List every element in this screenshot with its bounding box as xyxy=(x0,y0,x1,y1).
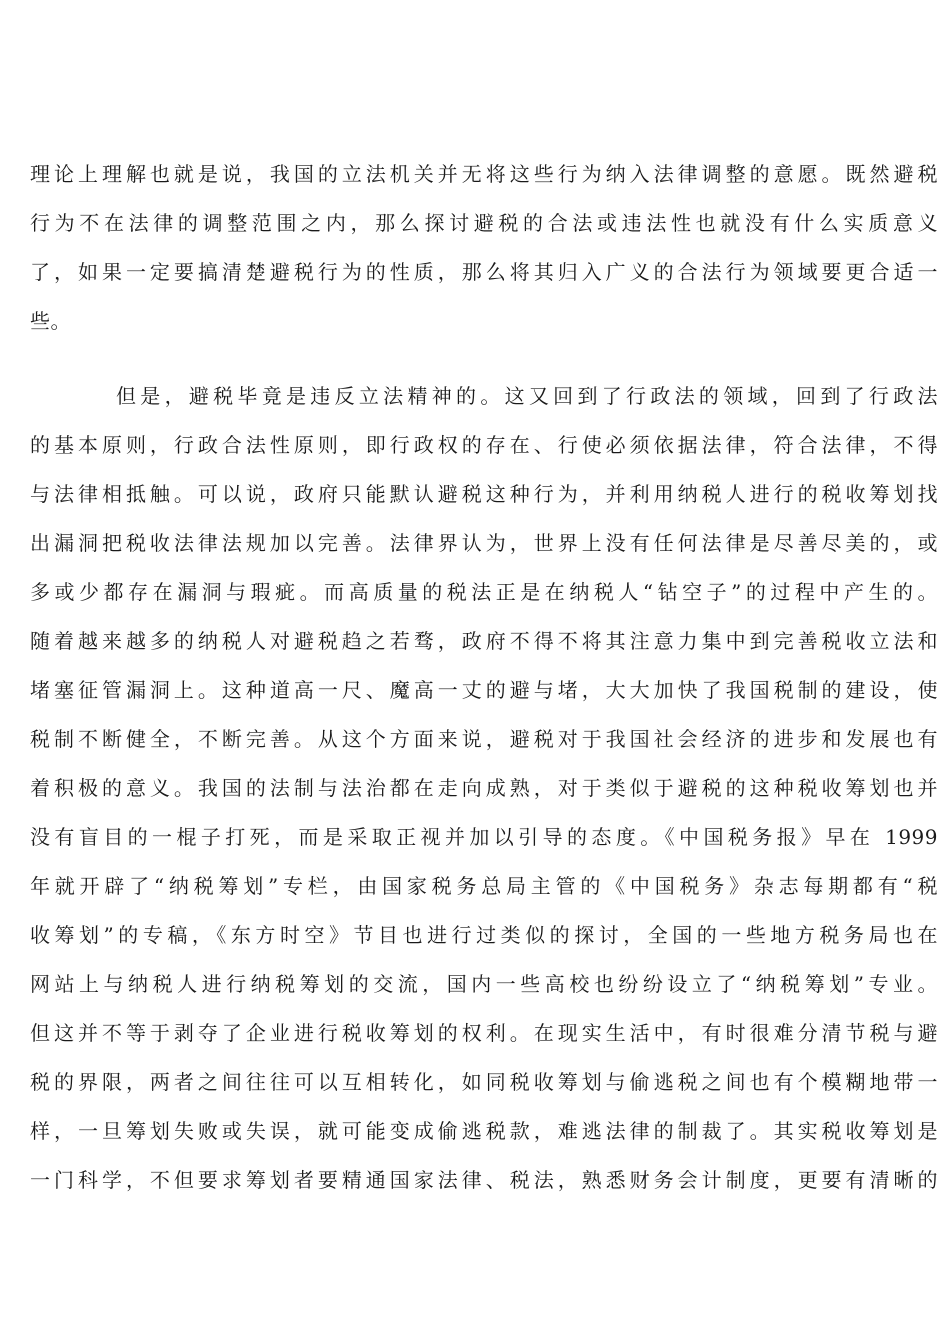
text-line: 但这并不等于剥夺了企业进行税收筹划的权利。在现实生活中，有时很难分清节税与避 xyxy=(30,1021,938,1045)
text-line: 了，如果一定要搞清楚避税行为的性质，那么将其归入广义的合法行为领域要更合适一 xyxy=(30,260,938,284)
text-line: 年就开辟了“纳税筹划”专栏，由国家税务总局主管的《中国税务》杂志每期都有“税 xyxy=(30,874,938,898)
text-line: 的基本原则，行政合法性原则，即行政权的存在、行使必须依据法律，符合法律，不得 xyxy=(30,433,938,457)
text-line: 理论上理解也就是说，我国的立法机关并无将这些行为纳入法律调整的意愿。既然避税 xyxy=(30,162,938,186)
text-line: 收筹划”的专稿，《东方时空》节目也进行过类似的探讨，全国的一些地方税务局也在 xyxy=(30,923,938,947)
text-line: 与法律相抵触。可以说，政府只能默认避税这种行为，并利用纳税人进行的税收筹划找 xyxy=(30,482,938,506)
text-line: 些。 xyxy=(30,309,71,333)
text-line: 税的界限，两者之间往往可以互相转化，如同税收筹划与偷逃税之间也有个模糊地带一 xyxy=(30,1070,938,1094)
text-line: 但是，避税毕竟是违反立法精神的。这又回到了行政法的领域，回到了行政法 xyxy=(116,384,938,408)
text-line: 堵塞征管漏洞上。这种道高一尺、魔高一丈的避与堵，大大加快了我国税制的建设，使 xyxy=(30,678,938,702)
text-line: 随着越来越多的纳税人对避税趋之若骛，政府不得不将其注意力集中到完善税收立法和 xyxy=(30,629,938,653)
text-line: 行为不在法律的调整范围之内，那么探讨避税的合法或违法性也就没有什么实质意义 xyxy=(30,211,938,235)
text-line: 一门科学，不但要求筹划者要精通国家法律、税法，熟悉财务会计制度，更要有清晰的 xyxy=(30,1168,938,1192)
text-line: 样，一旦筹划失败或失误，就可能变成偷逃税款，难逃法律的制裁了。其实税收筹划是 xyxy=(30,1119,938,1143)
text-line: 没有盲目的一棍子打死，而是采取正视并加以引导的态度。《中国税务报》早在 1999 xyxy=(30,825,938,849)
text-line: 出漏洞把税收法律法规加以完善。法律界认为，世界上没有任何法律是尽善尽美的，或 xyxy=(30,531,938,555)
text-line: 着积极的意义。我国的法制与法治都在走向成熟，对于类似于避税的这种税收筹划也并 xyxy=(30,776,938,800)
text-line: 网站上与纳税人进行纳税筹划的交流，国内一些高校也纷纷设立了“纳税筹划”专业。 xyxy=(30,972,938,996)
text-line: 多或少都存在漏洞与瑕疵。而高质量的税法正是在纳税人“钻空子”的过程中产生的。 xyxy=(30,580,938,604)
text-line: 税制不断健全，不断完善。从这个方面来说，避税对于我国社会经济的进步和发展也有 xyxy=(30,727,938,751)
